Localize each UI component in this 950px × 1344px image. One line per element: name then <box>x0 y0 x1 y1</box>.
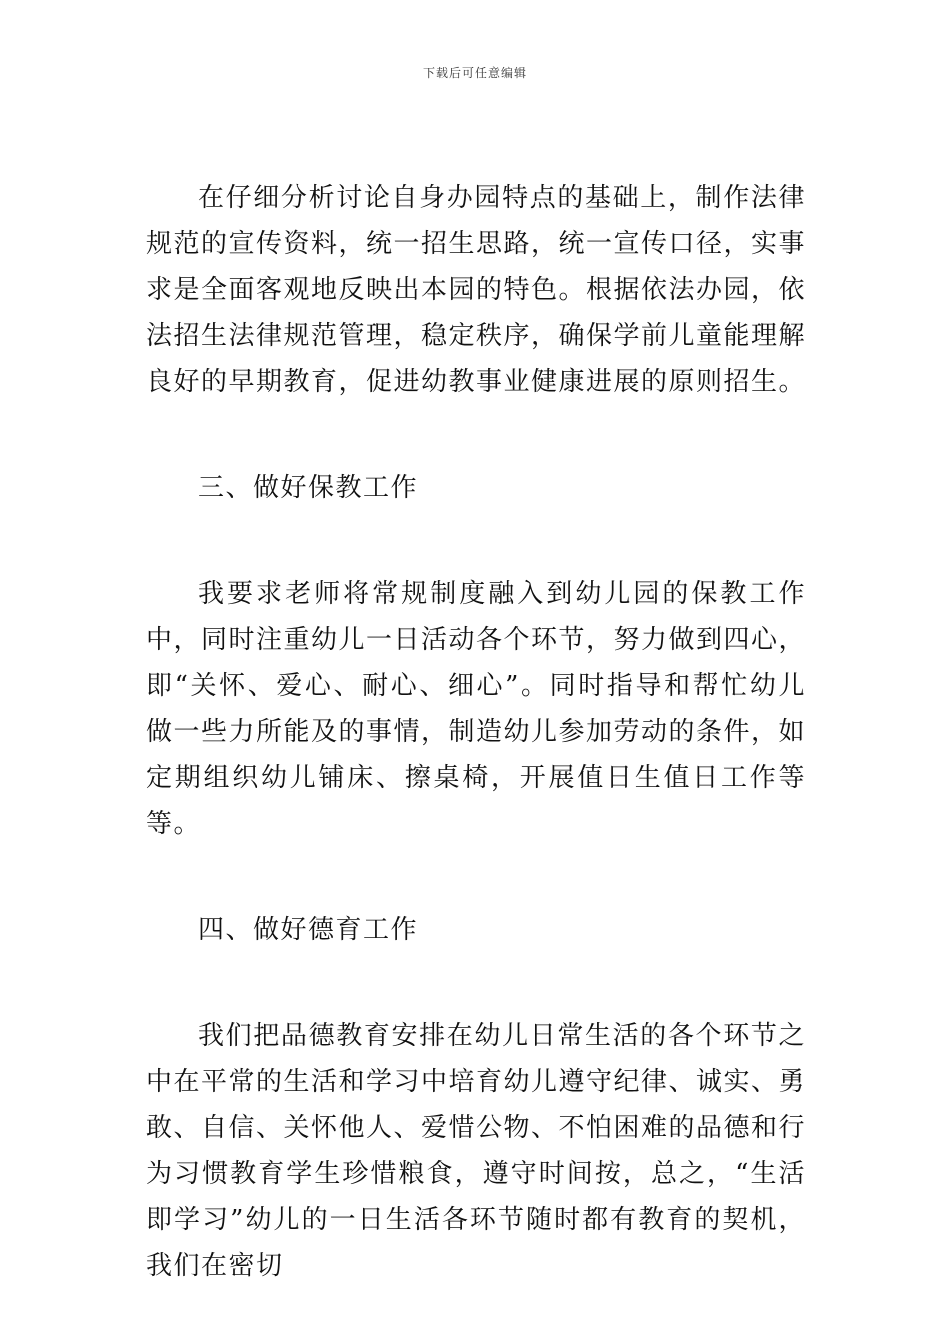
paragraph-moral-education: 我们把品德教育安排在幼儿日常生活的各个环节之中在平常的生活和学习中培育幼儿遵守纪律、诚实、勇敢、自信、关怀他人、爱惜公物、不怕困难的品德和行为习惯教育学生珍惜粮食，遵守时间按，总之，“生活即学习”幼儿的一日生活各环节随时都有教育的契机，我们在密切 <box>146 1021 807 1281</box>
spacer <box>146 847 806 907</box>
spacer <box>146 405 806 465</box>
spacer <box>146 511 806 571</box>
section-heading-care-education: 三、做好保教工作 <box>198 473 419 503</box>
page-header-note: 下载后可任意编辑 <box>422 66 527 80</box>
paragraph-enrollment: 在仔细分析讨论自身办园特点的基础上，制作法律规范的宣传资料，统一招生思路，统一宣传口径，实事求是全面客观地反映出本园的特色。根据依法办园，依法招生法律规范管理，稳定秩序，确保学前儿童能理解良好的早期教育，促进幼教事业健康进展的原则招生。 <box>146 183 807 397</box>
spacer <box>146 953 806 1013</box>
paragraph-care-education: 我要求老师将常规制度融入到幼儿园的保教工作中，同时注重幼儿一日活动各个环节，努力做到四心，即“关怀、爱心、耐心、细心”。同时指导和帮忙幼儿做一些力所能及的事情，制造幼儿参加劳动的条件，如定期组织幼儿铺床、擦桌椅，开展值日生值日工作等等。 <box>146 579 807 839</box>
document-body <box>146 175 806 1289</box>
section-heading-moral-education: 四、做好德育工作 <box>198 915 419 945</box>
